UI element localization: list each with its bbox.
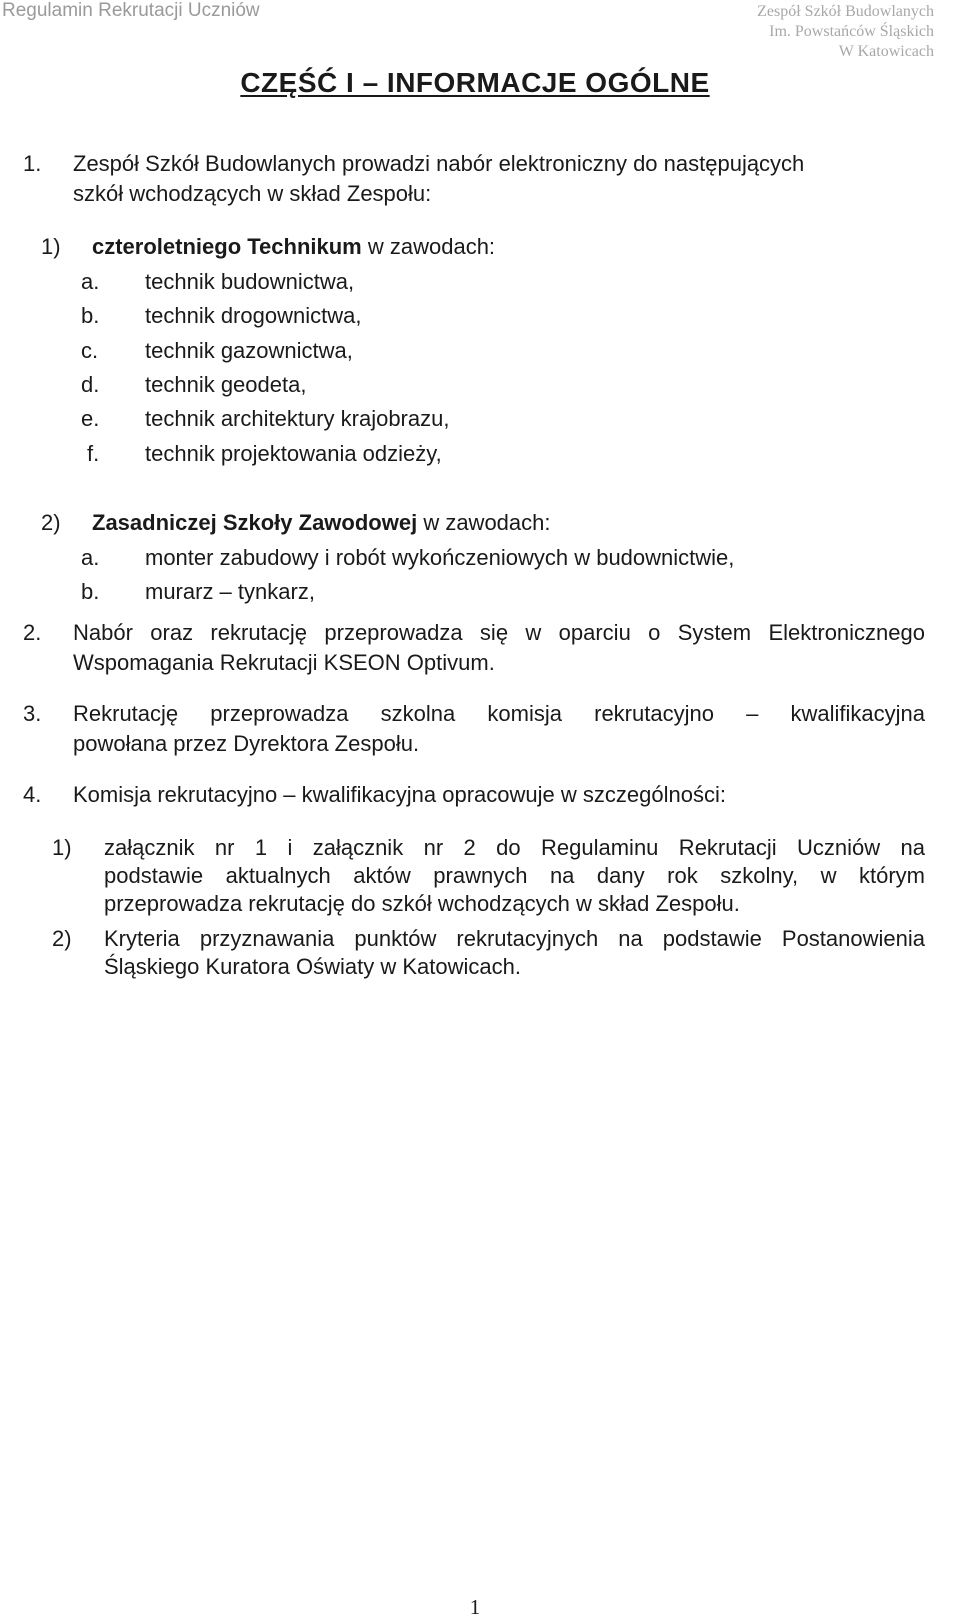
header-school-line: Im. Powstańców Śląskich [769,23,934,40]
page-number: 1 [469,1595,481,1619]
list-letter: a. [81,545,100,570]
section-number: 2. [23,620,42,645]
list-item-text: załącznik nr 1 i załącznik nr 2 do Regulaminu Rekrutacji Uczniów na [104,835,925,860]
list-letter: c. [81,338,99,363]
list-item: technik projektowania odzieży, [145,441,442,466]
list-letter: d. [81,372,100,397]
list-number: 1) [52,835,72,860]
section-text: Rekrutację przeprowadza szkolna komisja rekrutacyjno – kwalifikacyjna [73,701,925,726]
page-title: CZĘŚĆ I – INFORMACJE OGÓLNE [240,67,710,98]
section-number: 1. [23,151,42,176]
list-item-text: Śląskiego Kuratora Oświaty w Katowicach. [104,954,521,979]
list-item-text: przeprowadza rekrutację do szkół wchodzących w skład Zespołu. [104,891,740,916]
list-heading [92,233,495,261]
section-text: Zespół Szkół Budowlanych prowadzi nabór elektroniczny do następujących [73,151,805,176]
list-heading [92,509,551,537]
list-item-text: Kryteria przyznawania punktów rekrutacyjnych na podstawie Postanowienia [104,926,925,951]
list-item: murarz – tynkarz, [145,579,315,604]
list-letter: b. [81,303,100,328]
list-number: 2) [52,926,72,951]
list-item: technik gazownictwa, [145,338,353,363]
school-type: Zasadniczej Szkoły Zawodowej [92,510,418,535]
list-letter: f. [87,441,100,466]
list-item: monter zabudowy i robót wykończeniowych w budownictwie, [145,545,735,570]
list-letter: a. [81,269,100,294]
section-text: Komisja rekrutacyjno – kwalifikacyjna opracowuje w szczególności: [73,782,726,807]
section-text: szkół wchodzących w skład Zespołu: [73,181,432,206]
list-heading-rest: w zawodach: [361,234,496,259]
school-type: czteroletniego Technikum [92,234,362,259]
header-school-line: Zespół Szkół Budowlanych [757,3,934,20]
section-number: 4. [23,782,42,807]
header-school-line: W Katowicach [838,43,934,60]
list-item-text: podstawie aktualnych aktów prawnych na dany rok szkolny, w którym [104,863,925,888]
list-item: technik budownictwa, [145,269,355,294]
section-number: 3. [23,701,42,726]
list-number: 1) [41,234,61,259]
section-text: Nabór oraz rekrutację przeprowadza się w oparciu o System Elektronicznego [73,620,925,645]
list-letter: b. [81,579,100,604]
list-letter: e. [81,406,100,431]
header-school-name [714,2,934,62]
list-heading-rest: w zawodach: [417,510,551,535]
list-item: technik architektury krajobrazu, [145,406,450,431]
section-text: Wspomagania Rekrutacji KSEON Optivum. [73,650,495,675]
list-item: technik geodeta, [145,372,307,397]
section-text: powołana przez Dyrektora Zespołu. [73,731,420,756]
list-number: 2) [41,510,61,535]
list-item: technik drogownictwa, [145,303,362,328]
header-document-title: Regulamin Rekrutacji Uczniów [2,0,260,21]
